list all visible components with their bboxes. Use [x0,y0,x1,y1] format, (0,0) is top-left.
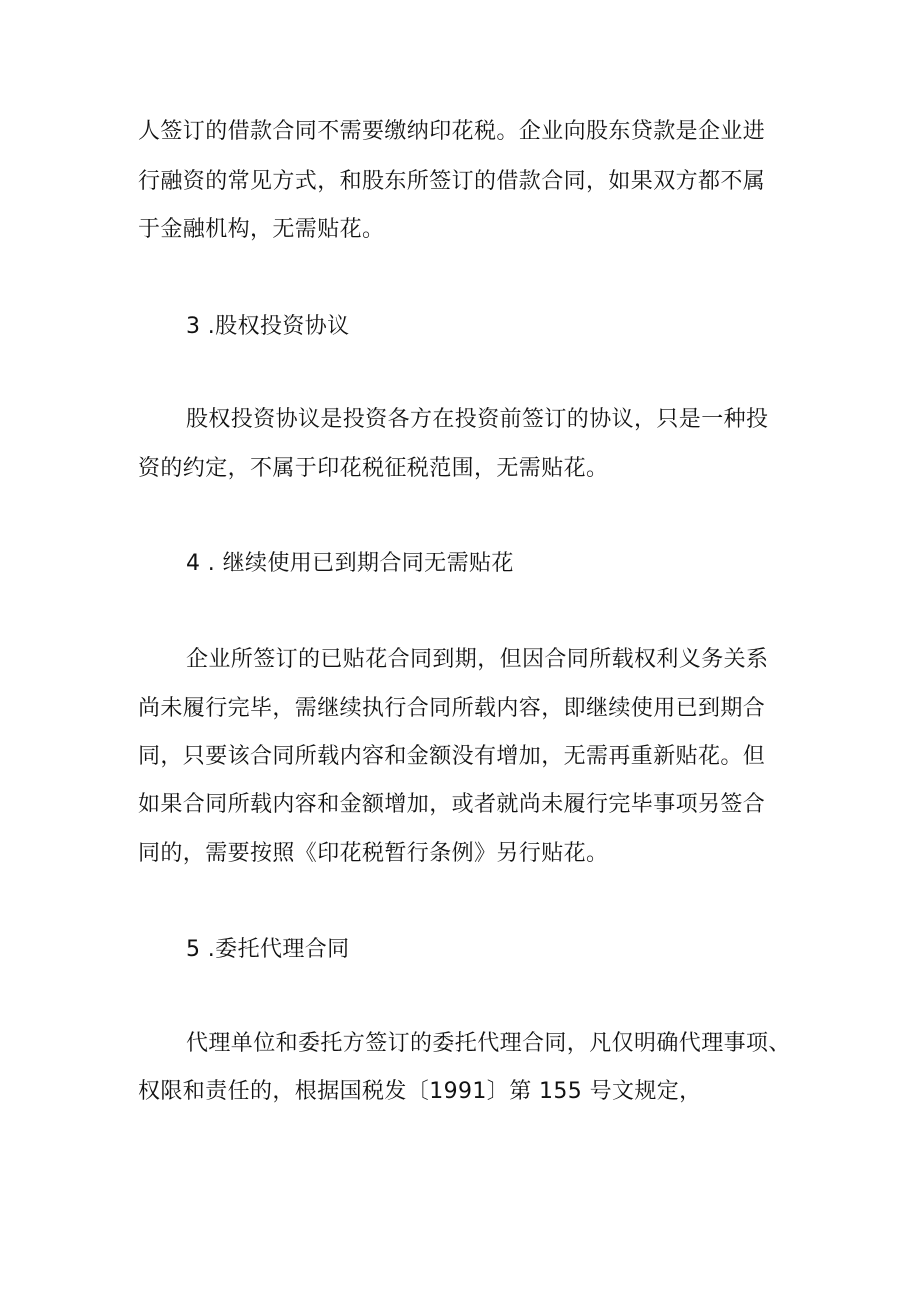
paragraph-line: 人签订的借款合同不需要缴纳印花税。企业向股东贷款是企业进 [138,119,766,144]
paragraph-line: 代理单位和委托方签订的委托代理合同，凡仅明确代理事项、 [186,1031,791,1056]
paragraph-line: 于金融机构，无需贴花。 [138,217,385,242]
section-heading-5: 5 .委托代理合同 [186,937,350,962]
paragraph-line: 如果合同所载内容和金额增加，或者就尚未履行完毕事项另签合 [138,792,766,817]
paragraph-line: 行融资的常见方式，和股东所签订的借款合同，如果双方都不属 [138,169,766,194]
paragraph-line: 企业所签订的已贴花合同到期，但因合同所载权利义务关系 [186,647,769,672]
paragraph-line: 资的约定，不属于印花税征税范围，无需贴花。 [138,456,609,481]
paragraph-line: 权限和责任的，根据国税发〔1991〕第 155 号文规定， [138,1079,702,1104]
paragraph-line: 尚未履行完毕，需继续执行合同所载内容，即继续使用已到期合 [138,696,766,721]
section-heading-3: 3 .股权投资协议 [186,314,350,339]
paragraph-line: 股权投资协议是投资各方在投资前签订的协议，只是一种投 [186,407,769,432]
section-heading-4: 4 . 继续使用已到期合同无需贴花 [186,551,514,576]
paragraph-line: 同，只要该合同所载内容和金额没有增加，无需再重新贴花。但 [138,744,766,769]
paragraph-line: 同的，需要按照《印花税暂行条例》另行贴花。 [138,841,609,866]
